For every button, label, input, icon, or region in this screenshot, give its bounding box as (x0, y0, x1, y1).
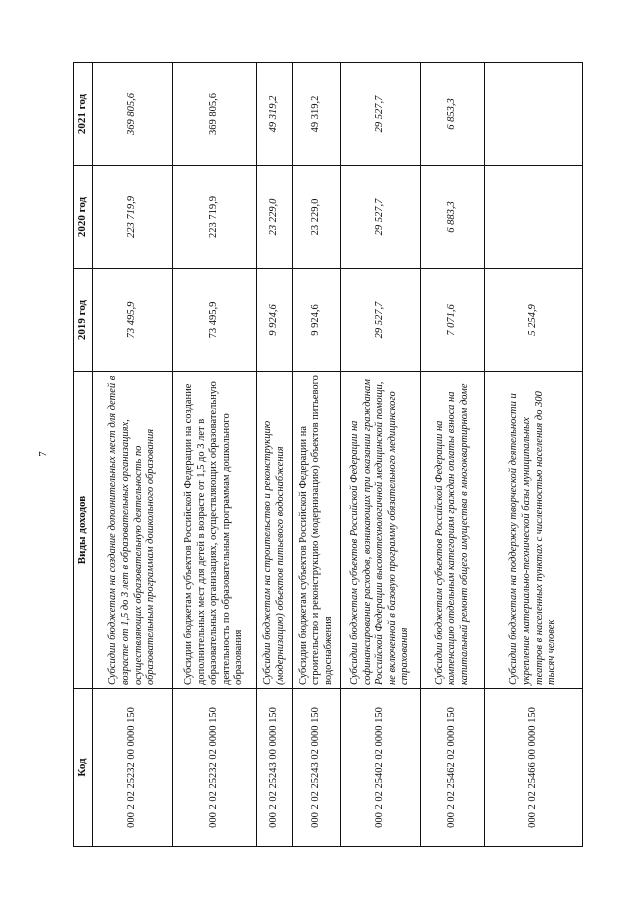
table-row (93, 63, 173, 847)
row-code: 000 2 02 25232 02 0000 150 (173, 689, 257, 847)
header-code: Код (74, 689, 93, 847)
row-value-2020 (485, 166, 583, 269)
row-value-2020: 223 719,9 (173, 166, 257, 269)
row-description: Субсидии бюджетам субъектов Российской Федерации на софинансирование расходов, возникающих при оказании гражданам Российской Федерации высокотехнологичной медицинской помощи, не включенной в базовую программу обязательного медицинского страхования (341, 372, 421, 689)
row-value-2019: 73 495,9 (173, 269, 257, 372)
row-description: Субсидии бюджетам субъектов Российской Федерации на строительство и реконструкцию (модернизацию) объектов питьевого водоснабжения (293, 372, 341, 689)
page-number: 7 (37, 451, 49, 457)
row-code: 000 2 02 25243 00 0000 150 (257, 689, 293, 847)
table-row (485, 63, 583, 847)
row-value-2021: 49 319,2 (257, 63, 293, 166)
row-value-2019: 29 527,7 (341, 269, 421, 372)
row-value-2019: 7 071,6 (421, 269, 485, 372)
row-value-2019: 5 254,9 (485, 269, 583, 372)
row-value-2021: 369 805,6 (173, 63, 257, 166)
row-code: 000 2 02 25243 02 0000 150 (293, 689, 341, 847)
header-2019: 2019 год (74, 269, 93, 372)
row-code: 000 2 02 25232 00 0000 150 (93, 689, 173, 847)
revenue-table-rotated (73, 62, 583, 847)
header-row (74, 63, 93, 847)
row-value-2021: 6 853,3 (421, 63, 485, 166)
row-description: Субсидии бюджетам субъектов Российской Федерации на создание дополнительных мест для детей в возрасте от 1,5 до 3 лет в образовательных организациях, осуществляющих образовательную деятельность по образовательным программам дошкольного образования (173, 372, 257, 689)
row-value-2020: 6 883,3 (421, 166, 485, 269)
row-value-2019: 9 924,6 (257, 269, 293, 372)
row-value-2020: 23 229,0 (257, 166, 293, 269)
row-value-2021: 369 805,6 (93, 63, 173, 166)
row-value-2021: 49 319,2 (293, 63, 341, 166)
header-2020: 2020 год (74, 166, 93, 269)
row-description: Субсидии бюджетам на строительство и реконструкцию (модернизацию) объектов питьевого водоснабжения (257, 372, 293, 689)
table-row (173, 63, 257, 847)
header-2021: 2021 год (74, 63, 93, 166)
table-row (341, 63, 421, 847)
table-row (293, 63, 341, 847)
table-row (257, 63, 293, 847)
row-value-2019: 73 495,9 (93, 269, 173, 372)
row-value-2021 (485, 63, 583, 166)
row-code: 000 2 02 25402 02 0000 150 (341, 689, 421, 847)
revenue-table (73, 62, 583, 847)
header-desc: Виды доходов (74, 372, 93, 689)
row-code: 000 2 02 25462 02 0000 150 (421, 689, 485, 847)
row-value-2019: 9 924,6 (293, 269, 341, 372)
table-row (421, 63, 485, 847)
row-description: Субсидии бюджетам на поддержку творческой деятельности и укрепление материально-технической базы муниципальных театров в населенных пунктах с численностью населения до 300 тысяч человек (485, 372, 583, 689)
row-description: Субсидии бюджетам субъектов Российской Федерации на компенсацию отдельным категориям граждан оплаты взноса на капитальный ремонт общего имущества в многоквартирном доме (421, 372, 485, 689)
row-value-2020: 29 527,7 (341, 166, 421, 269)
row-value-2020: 23 229,0 (293, 166, 341, 269)
row-value-2020: 223 719,9 (93, 166, 173, 269)
row-description: Субсидии бюджетам на создание дополнительных мест для детей в возрасте от 1,5 до 3 лет в образовательных организациях, осуществляющих образовательную деятельность по образовательным программам дошкольного образования (93, 372, 173, 689)
row-value-2021: 29 527,7 (341, 63, 421, 166)
row-code: 000 2 02 25466 00 0000 150 (485, 689, 583, 847)
